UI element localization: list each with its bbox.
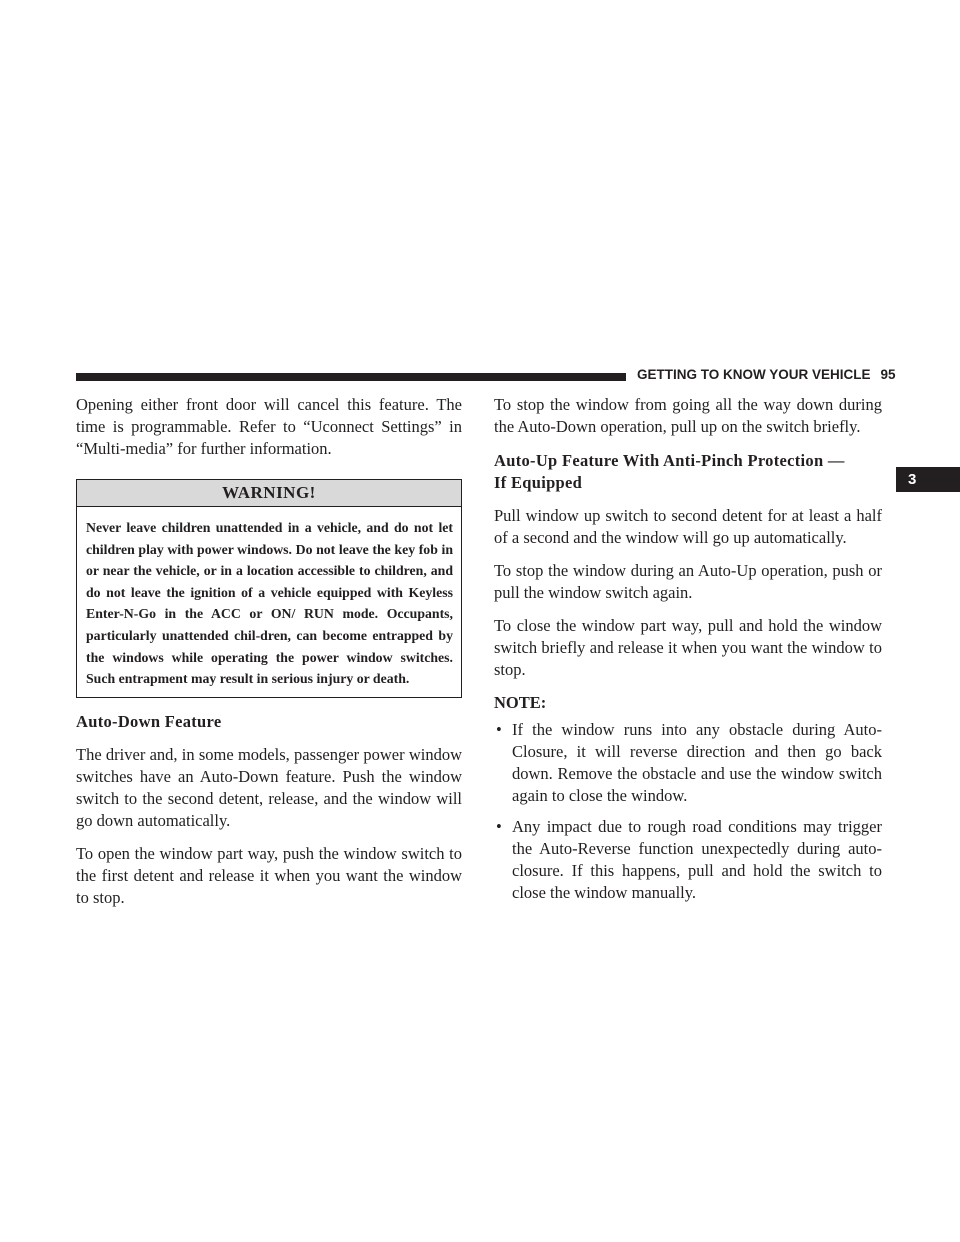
running-header: [637, 367, 896, 382]
note-label: NOTE:: [494, 693, 547, 712]
auto-down-partway-paragraph: To open the window part way, push the window switch to the first detent and release it when you want the window to stop.: [76, 843, 462, 907]
auto-up-paragraph: Pull window up switch to second detent for at least a half of a second and the window will go up automatically.: [494, 506, 882, 547]
header-rule: [76, 373, 626, 381]
note-text: If the window runs into any obstacle during Auto-Closure, it will reverse direction and then go back down. Remove the obstacle and use the window switch again to close the window.: [512, 720, 882, 805]
warning-box: [76, 479, 462, 698]
auto-up-heading: [494, 450, 882, 494]
stop-window-paragraph: To stop the window from going all the way down during the Auto-Down operation, pull up on the switch briefly.: [494, 395, 882, 436]
warning-title: WARNING!: [77, 480, 461, 507]
auto-up-heading-line2: If Equipped: [494, 473, 583, 492]
list-item: [494, 816, 882, 904]
auto-down-paragraph: The driver and, in some models, passenger power window switches have an Auto-Down feature. Push the window switch to the second detent, release, and the window will go down automatically.: [76, 744, 462, 830]
auto-up-partway-paragraph: To close the window part way, pull and hold the window switch briefly and release it when you want the window to stop.: [494, 616, 882, 679]
warning-body: Never leave children unattended in a vehicle, and do not let children play with power windows. Do not leave the key fob in or near the vehicle, or in a location accessible to children, and do not leave the ignition of a vehicle equipped with Keyless Enter-N-Go in the ACC or ON/ RUN mode. Occupants, particularly unattended chil-dren, can become entrapped by the windows while operating the power window switches. Such entrapment may result in serious injury or death.: [86, 520, 453, 687]
chapter-tab[interactable]: 3: [896, 467, 960, 492]
page-number: 95: [880, 367, 896, 382]
bullet-icon: •: [496, 720, 502, 739]
intro-paragraph: Opening either front door will cancel this feature. The time is programmable. Refer to “Uconnect Settings” in “Multi-media” for further information.: [76, 395, 462, 458]
right-column: [494, 394, 882, 904]
bullet-icon: •: [496, 817, 502, 836]
note-text: Any impact due to rough road conditions may trigger the Auto-Reverse function unexpectedly during auto-closure. If this happens, pull and hold the switch to close the window manually.: [512, 817, 882, 902]
note-list: [494, 719, 882, 904]
left-column: [76, 394, 462, 909]
auto-down-heading: Auto-Down Feature: [76, 711, 222, 731]
list-item: [494, 719, 882, 807]
auto-up-heading-line1: Auto-Up Feature With Anti-Pinch Protection —: [494, 451, 845, 470]
auto-up-stop-paragraph: To stop the window during an Auto-Up operation, push or pull the window switch again.: [494, 561, 882, 602]
section-title: GETTING TO KNOW YOUR VEHICLE: [637, 367, 871, 382]
